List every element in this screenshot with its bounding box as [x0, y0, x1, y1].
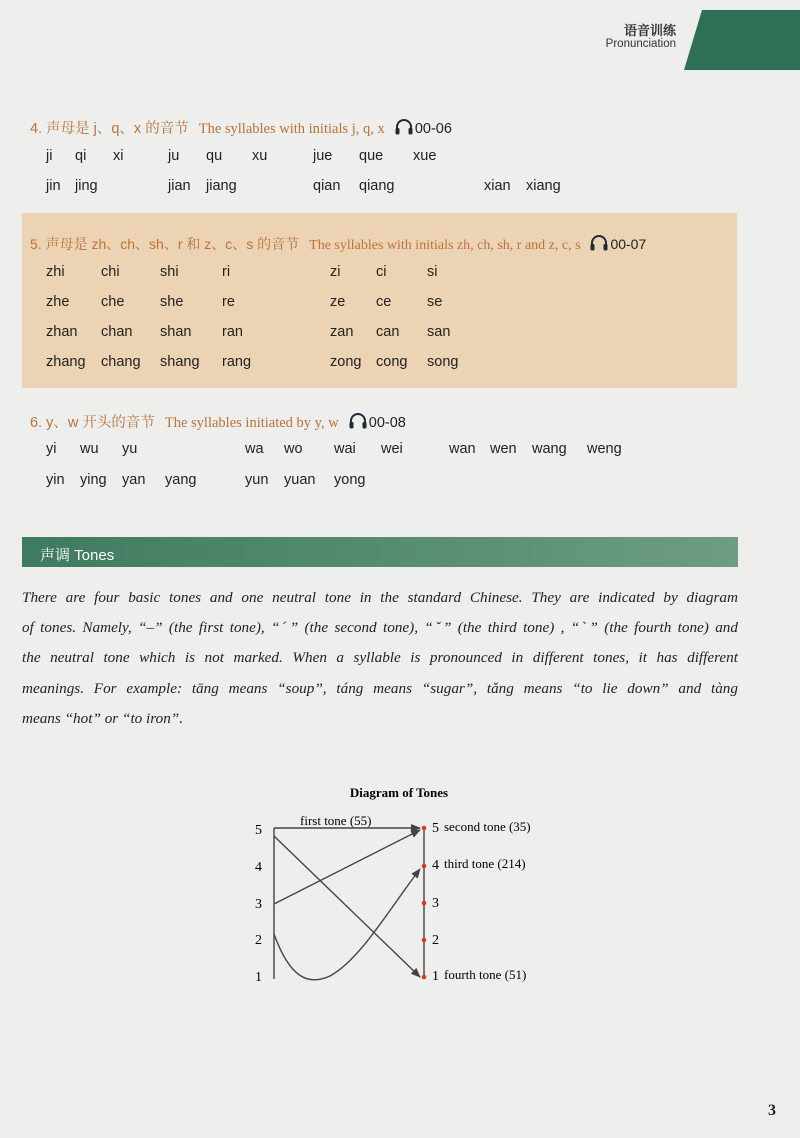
- section6-title-cn: 6. y、w 开头的音节: [30, 415, 155, 431]
- syllable: xiang: [526, 178, 561, 194]
- headphones-icon[interactable]: [349, 413, 367, 429]
- syllable: si: [427, 264, 438, 280]
- syllable: zong: [330, 354, 362, 370]
- syllable: ju: [168, 148, 180, 164]
- section4-title: [30, 117, 452, 138]
- section6-title: [30, 411, 406, 432]
- headphones-icon[interactable]: [395, 119, 413, 135]
- syllable: xu: [252, 148, 268, 164]
- syllable: wu: [80, 441, 99, 457]
- syllable: jin: [46, 178, 61, 194]
- section4-audio-code[interactable]: 00-06: [414, 121, 452, 137]
- right-level-2: 2: [432, 933, 439, 948]
- syllable: chi: [101, 264, 120, 280]
- syllable: xue: [413, 148, 437, 164]
- diagram-title: Diagram of Tones: [349, 785, 449, 800]
- syllable: yu: [122, 441, 138, 457]
- syllable: jing: [75, 178, 98, 194]
- syllable: yuan: [284, 472, 316, 488]
- fourth-tone-label: fourth tone (51): [444, 967, 527, 982]
- level-marker-1: [422, 975, 427, 980]
- syllable: zi: [330, 264, 341, 280]
- syllable: ying: [80, 472, 107, 488]
- left-level-2: 2: [255, 933, 262, 948]
- syllable: wang: [532, 441, 567, 457]
- tones-paragraph-line: means “hot” or “to iron”.: [22, 709, 184, 727]
- syllable: shang: [160, 354, 200, 370]
- syllable: ri: [222, 264, 231, 280]
- left-level-5: 5: [255, 823, 262, 838]
- second-tone-line: [274, 830, 420, 904]
- second-tone-label: second tone (35): [444, 819, 531, 834]
- page-number: 3: [768, 1102, 776, 1119]
- right-level-4: 4: [432, 858, 439, 873]
- third-tone-line: [274, 869, 420, 980]
- syllable: qi: [75, 148, 87, 164]
- syllable: zan: [330, 324, 354, 340]
- syllable: qiang: [359, 178, 395, 194]
- syllable: chan: [101, 324, 133, 340]
- section5-title-en: The syllables with initials zh, ch, sh, r and z, c, s: [309, 238, 581, 253]
- syllable: chang: [101, 354, 141, 370]
- section5-title: [30, 234, 646, 254]
- syllable: ran: [222, 324, 243, 340]
- headphones-icon[interactable]: [590, 235, 608, 251]
- section5-audio-code[interactable]: 00-07: [610, 236, 647, 252]
- third-tone-label: third tone (214): [444, 856, 526, 871]
- syllable: re: [222, 294, 235, 310]
- tones-paragraph-line: of tones. Namely, “–” (the first tone), “ˊ” (the second tone), “ˇ” (the third tone) , “ˋ” (the fourth tone) and: [22, 619, 738, 637]
- syllable: wen: [490, 441, 517, 457]
- tones-diagram: [250, 780, 560, 1000]
- syllable: zhe: [46, 294, 70, 310]
- syllable: ce: [376, 294, 392, 310]
- syllable: wo: [284, 441, 303, 457]
- section4-title-cn: 4. 声母是 j、q、x 的音节: [30, 121, 189, 137]
- left-level-4: 4: [255, 860, 262, 875]
- syllable: xi: [113, 148, 124, 164]
- tones-paragraph: [22, 583, 738, 734]
- syllable: ci: [376, 264, 387, 280]
- right-level-5: 5: [432, 821, 439, 836]
- right-level-1: 1: [432, 969, 439, 984]
- syllable: shan: [160, 324, 192, 340]
- syllable: san: [427, 324, 451, 340]
- section6-title-en: The syllables initiated by y, w: [164, 415, 339, 431]
- header-tab-decoration: [684, 10, 800, 70]
- syllable: yun: [245, 472, 269, 488]
- syllable: che: [101, 294, 125, 310]
- syllable: wai: [334, 441, 356, 457]
- left-level-3: 3: [255, 897, 262, 912]
- section5-title-cn: 5. 声母是 zh、ch、sh、r 和 z、c、s 的音节: [30, 236, 300, 252]
- syllable: wa: [245, 441, 264, 457]
- syllable: wan: [449, 441, 476, 457]
- syllable: cong: [376, 354, 408, 370]
- syllable: jiang: [206, 178, 237, 194]
- syllable: se: [427, 294, 443, 310]
- tones-paragraph-line: There are four basic tones and one neutral tone in the standard Chinese. They are indicated by diagram: [22, 589, 738, 606]
- syllable: xian: [484, 178, 511, 194]
- tones-section-header: [22, 537, 738, 567]
- section6-audio-code[interactable]: 00-08: [368, 415, 406, 431]
- syllable: qu: [206, 148, 223, 164]
- syllable: she: [160, 294, 184, 310]
- syllable: jue: [313, 148, 333, 164]
- syllable: can: [376, 324, 400, 340]
- syllable: jian: [168, 178, 191, 194]
- syllable: qian: [313, 178, 341, 194]
- fourth-tone-line: [274, 836, 420, 977]
- syllable: zhi: [46, 264, 65, 280]
- syllable: ji: [46, 148, 53, 164]
- syllable: que: [359, 148, 384, 164]
- right-level-3: 3: [432, 896, 439, 911]
- left-level-1: 1: [255, 970, 262, 985]
- tones-paragraph-line: the neutral tone which is not marked. When a syllable is pronounced in different tones, it has different: [22, 649, 738, 667]
- syllable: yin: [46, 472, 65, 488]
- syllable: zhang: [46, 354, 86, 370]
- tones-paragraph-line: meanings. For example: tāng means “soup”, táng means “sugar”, tǎng means “to lie down” and tàng: [22, 679, 738, 697]
- level-marker-4: [422, 864, 427, 869]
- syllable: song: [427, 354, 459, 370]
- first-tone-label: first tone (55): [300, 813, 372, 828]
- level-marker-2: [422, 938, 427, 943]
- syllable: yan: [122, 472, 146, 488]
- syllable: rang: [222, 354, 252, 370]
- section4-title-en: The syllables with initials j, q, x: [198, 121, 385, 137]
- syllable: shi: [160, 264, 179, 280]
- syllable: yang: [165, 472, 197, 488]
- syllable: yi: [46, 441, 57, 457]
- syllable: yong: [334, 472, 366, 488]
- syllable: ze: [330, 294, 346, 310]
- syllable: wei: [381, 441, 403, 457]
- tones-heading: 声调 Tones: [40, 547, 115, 564]
- syllable: weng: [587, 441, 622, 457]
- header-title-cn: 语音训练: [623, 23, 676, 38]
- header-title-en: Pronunciation: [605, 38, 676, 50]
- level-marker-3: [422, 901, 427, 906]
- syllable: zhan: [46, 324, 78, 340]
- level-marker-5: [422, 826, 427, 831]
